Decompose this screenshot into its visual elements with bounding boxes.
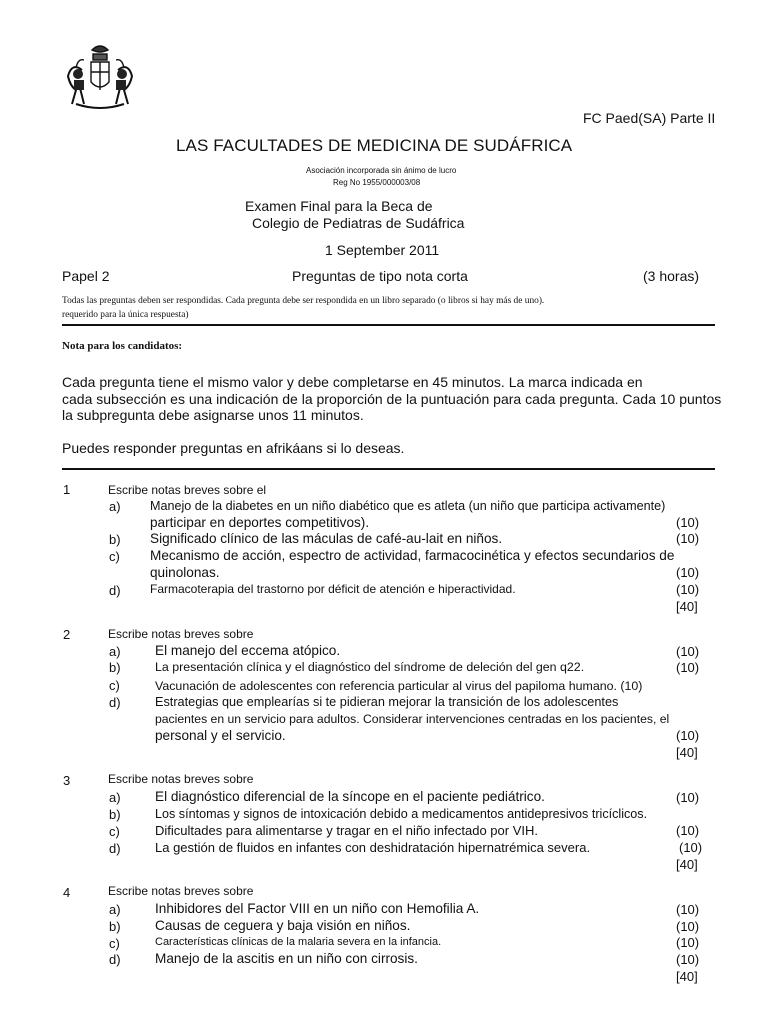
item-text: Significado clínico de las máculas de café-au-lait en niños. — [150, 531, 503, 546]
item-text: El diagnóstico diferencial de la síncope en el paciente pediátrico. — [155, 789, 545, 804]
general-instructions — [62, 294, 544, 322]
item-text: Inhibidores del Factor VIII en un niño con Hemofilia A. — [155, 901, 480, 916]
item-mark: (10) — [676, 660, 700, 675]
item-text: quinolonas. — [150, 565, 220, 580]
question-number: 1 — [63, 482, 71, 497]
paper-number: Papel 2 — [62, 268, 110, 284]
item-letter: b) — [109, 532, 121, 547]
item-mark: (10) — [676, 515, 700, 530]
item-mark: (10) — [676, 565, 700, 580]
item-text: Características clínicas de la malaria severa en la infancia. — [155, 936, 442, 948]
item-letter: a) — [109, 499, 121, 514]
candidate-notes-heading: Nota para los candidatos: — [62, 340, 183, 352]
item-mark: (10) — [676, 644, 700, 659]
item-text: Manejo de la diabetes en un niño diabético que es atleta (un niño que participa activamente) — [150, 499, 666, 513]
item-mark: (10) — [676, 952, 700, 967]
item-letter: a) — [109, 790, 121, 805]
item-text: Estrategias que emplearías si te pidieran mejorar la transición de los adolescentes — [155, 695, 619, 709]
item-letter: b) — [109, 660, 121, 675]
paragraph-line: cada subsección es una indicación de la proporción de la puntuación para cada pregunta. Cada 10 puntos — [62, 390, 722, 407]
exam-date: 1 September 2011 — [325, 242, 440, 258]
item-text: pacientes en un servicio para adultos. Considerar intervenciones centradas en los pacientes, el — [155, 712, 670, 726]
question-heading: Escribe notas breves sobre — [108, 884, 254, 898]
item-letter: a) — [109, 644, 121, 659]
question-number: 2 — [63, 627, 71, 642]
paper-type: Preguntas de tipo nota corta — [292, 268, 468, 284]
question-total: [40] — [676, 969, 698, 984]
item-text: Farmacoterapia del trastorno por déficit de atención e hiperactividad. — [150, 582, 516, 596]
item-mark: (10) — [676, 902, 700, 917]
candidate-notes-paragraph — [62, 374, 721, 424]
item-mark: (10) — [676, 531, 700, 546]
item-letter: a) — [109, 902, 121, 917]
divider — [62, 324, 715, 326]
item-mark: (10) — [676, 935, 700, 950]
exam-code: FC Paed(SA) Parte II — [583, 110, 716, 126]
instructions-line: requerido para la única respuesta) — [62, 310, 189, 320]
item-text: Vacunación de adolescentes con referencia particular al virus del papiloma humano. (10) — [155, 679, 643, 693]
item-letter: c) — [109, 824, 120, 839]
item-letter: b) — [109, 919, 121, 934]
item-mark: (10) — [676, 919, 700, 934]
item-letter: d) — [109, 695, 121, 710]
item-mark: (10) — [679, 840, 703, 855]
paragraph-line: Cada pregunta tiene el mismo valor y debe completarse en 45 minutos. La marca indicada en — [62, 374, 643, 390]
exam-duration: (3 horas) — [643, 268, 700, 284]
question-total: [40] — [676, 745, 698, 760]
divider — [62, 468, 715, 470]
item-text: participar en deportes competitivos). — [150, 515, 370, 530]
question-heading: Escribe notas breves sobre — [108, 627, 254, 641]
registration-number: Reg No 1955/000003/08 — [333, 178, 421, 187]
item-text: Dificultades para alimentarse y tragar en el niño infectado por VIH. — [155, 823, 538, 838]
item-letter: b) — [109, 807, 121, 822]
item-text: Los síntomas y signos de intoxicación debido a medicamentos antidepresivos tricíclicos. — [155, 807, 648, 821]
question-total: [40] — [676, 857, 698, 872]
coat-of-arms-icon — [62, 40, 138, 114]
question-total: [40] — [676, 599, 698, 614]
item-letter: d) — [109, 952, 121, 967]
item-letter: d) — [109, 583, 121, 598]
paragraph-line: la subpregunta debe asignarse unos 11 minutos. — [62, 407, 364, 423]
item-text: La gestión de fluidos en infantes con deshidratación hipernatrémica severa. — [155, 840, 591, 855]
instructions-line: Todas las preguntas deben ser respondidas. Cada pregunta debe ser respondida en un libro separado (o libros si hay más de uno). — [62, 296, 545, 306]
item-text: Causas de ceguera y baja visión en niños. — [155, 918, 411, 933]
item-mark: (10) — [676, 823, 700, 838]
item-text: personal y el servicio. — [155, 728, 286, 743]
exam-title-line2: Colegio de Pediatras de Sudáfrica — [252, 215, 465, 231]
question-heading: Escribe notas breves sobre el — [108, 483, 267, 497]
association-note: Asociación incorporada sin ánimo de lucro — [306, 166, 457, 175]
item-letter: d) — [109, 841, 121, 856]
question-heading: Escribe notas breves sobre — [108, 772, 254, 786]
item-mark: (10) — [676, 790, 700, 805]
item-text: La presentación clínica y el diagnóstico del síndrome de deleción del gen q22. — [155, 660, 585, 674]
language-note: Puedes responder preguntas en afrikáans si lo deseas. — [62, 440, 405, 456]
institution-title: LAS FACULTADES DE MEDICINA DE SUDÁFRICA — [176, 136, 573, 155]
item-mark: (10) — [676, 582, 700, 597]
question-number: 3 — [63, 773, 71, 788]
item-text: Manejo de la ascitis en un niño con cirrosis. — [155, 951, 418, 966]
item-text: Mecanismo de acción, espectro de actividad, farmacocinética y efectos secundarios de — [150, 548, 675, 563]
item-letter: c) — [109, 936, 120, 951]
item-letter: c) — [109, 678, 120, 693]
item-mark: (10) — [676, 728, 700, 743]
item-text: El manejo del eccema atópico. — [155, 643, 341, 658]
exam-title-line1: Examen Final para la Beca de — [245, 198, 433, 214]
question-number: 4 — [63, 885, 71, 900]
item-letter: c) — [109, 549, 120, 564]
